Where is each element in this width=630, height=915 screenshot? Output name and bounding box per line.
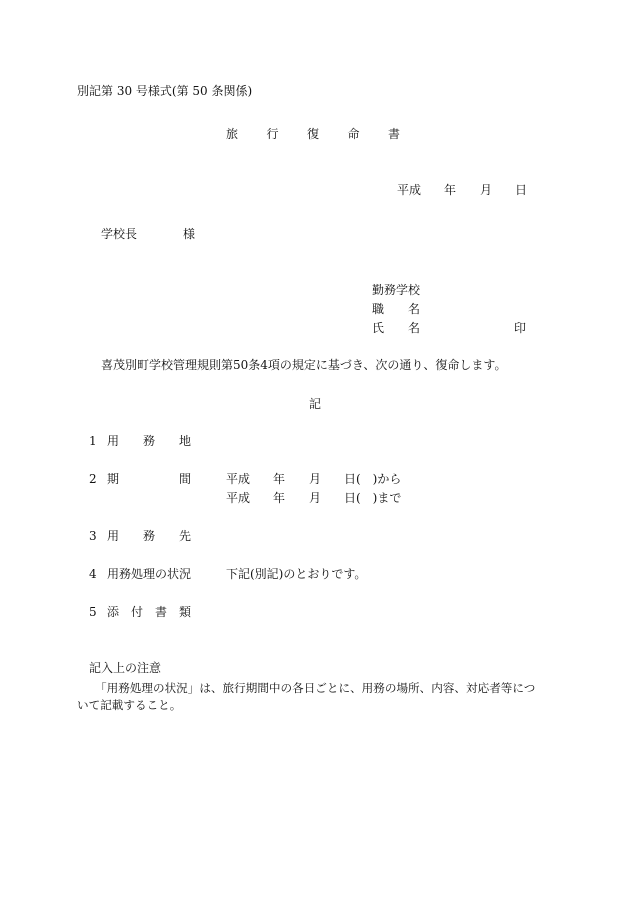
sender-name-char: 氏 bbox=[372, 321, 385, 335]
notes-line-2: いて記載すること。 bbox=[77, 698, 182, 712]
document-title bbox=[226, 128, 400, 140]
sender-job-title bbox=[372, 303, 420, 315]
item-number: 4 bbox=[89, 567, 97, 581]
item-label-char: 務 bbox=[142, 434, 155, 448]
date-month: 月 bbox=[480, 183, 493, 197]
period-to-day: 日( )まで bbox=[344, 491, 402, 505]
item-label-char: 用 bbox=[107, 529, 120, 543]
item-label-char: 期 bbox=[107, 472, 120, 486]
addressee-honorific: 様 bbox=[183, 227, 196, 241]
sender-name bbox=[372, 322, 420, 334]
item-number: 2 bbox=[89, 472, 97, 486]
sender-school: 勤務学校 bbox=[372, 283, 421, 297]
addressee-name: 学校長 bbox=[101, 227, 138, 241]
ki-heading: 記 bbox=[309, 397, 322, 411]
date-year: 年 bbox=[444, 183, 457, 197]
item-number: 1 bbox=[89, 434, 97, 448]
item-value-status: 下記(別記)のとおりです。 bbox=[226, 567, 367, 581]
item-label-status: 用務処理の状況 bbox=[107, 567, 192, 581]
item-number: 5 bbox=[89, 605, 97, 619]
date-era: 平成 bbox=[397, 183, 422, 197]
sender-job-title-char: 職 bbox=[372, 302, 385, 316]
form-id: 別記第 30 号様式(第 50 条関係) bbox=[77, 84, 253, 98]
item-number: 3 bbox=[89, 529, 97, 543]
title-char: 書 bbox=[387, 127, 400, 141]
body-text: 喜茂別町学校管理規則第50条4項の規定に基づき、次の通り、復命します。 bbox=[101, 358, 507, 372]
item-label-char: 務 bbox=[142, 529, 155, 543]
period-to-year: 年 bbox=[273, 491, 286, 505]
item-label-business-party bbox=[107, 530, 191, 542]
item-label-char: 添 bbox=[107, 605, 120, 619]
item-label-char: 地 bbox=[178, 434, 191, 448]
notes-heading: 記入上の注意 bbox=[89, 661, 162, 675]
item-label-char: 用 bbox=[107, 434, 120, 448]
item-label-char: 書 bbox=[154, 605, 167, 619]
item-label-attachments bbox=[107, 606, 191, 618]
sender-job-title-char: 名 bbox=[407, 302, 420, 316]
title-char: 命 bbox=[347, 127, 360, 141]
notes-line-1: 「用務処理の状況」は、旅行期間中の各日ごとに、用務の場所、内容、対応者等につ bbox=[95, 681, 536, 695]
item-label-period bbox=[107, 473, 191, 485]
period-to-month: 月 bbox=[309, 491, 322, 505]
period-from-year: 年 bbox=[273, 472, 286, 486]
title-char: 行 bbox=[266, 127, 279, 141]
item-label-char: 付 bbox=[130, 605, 143, 619]
seal-mark: 印 bbox=[514, 321, 527, 335]
item-label-destination bbox=[107, 435, 191, 447]
title-char: 復 bbox=[306, 127, 319, 141]
item-label-char: 間 bbox=[178, 472, 191, 486]
item-label-char: 先 bbox=[178, 529, 191, 543]
period-from-day: 日( )から bbox=[344, 472, 402, 486]
item-label-char: 類 bbox=[178, 605, 191, 619]
period-to-era: 平成 bbox=[226, 491, 251, 505]
period-from-month: 月 bbox=[309, 472, 322, 486]
date-day: 日 bbox=[515, 183, 528, 197]
sender-name-char: 名 bbox=[407, 321, 420, 335]
period-from-era: 平成 bbox=[226, 472, 251, 486]
title-char: 旅 bbox=[226, 127, 239, 141]
